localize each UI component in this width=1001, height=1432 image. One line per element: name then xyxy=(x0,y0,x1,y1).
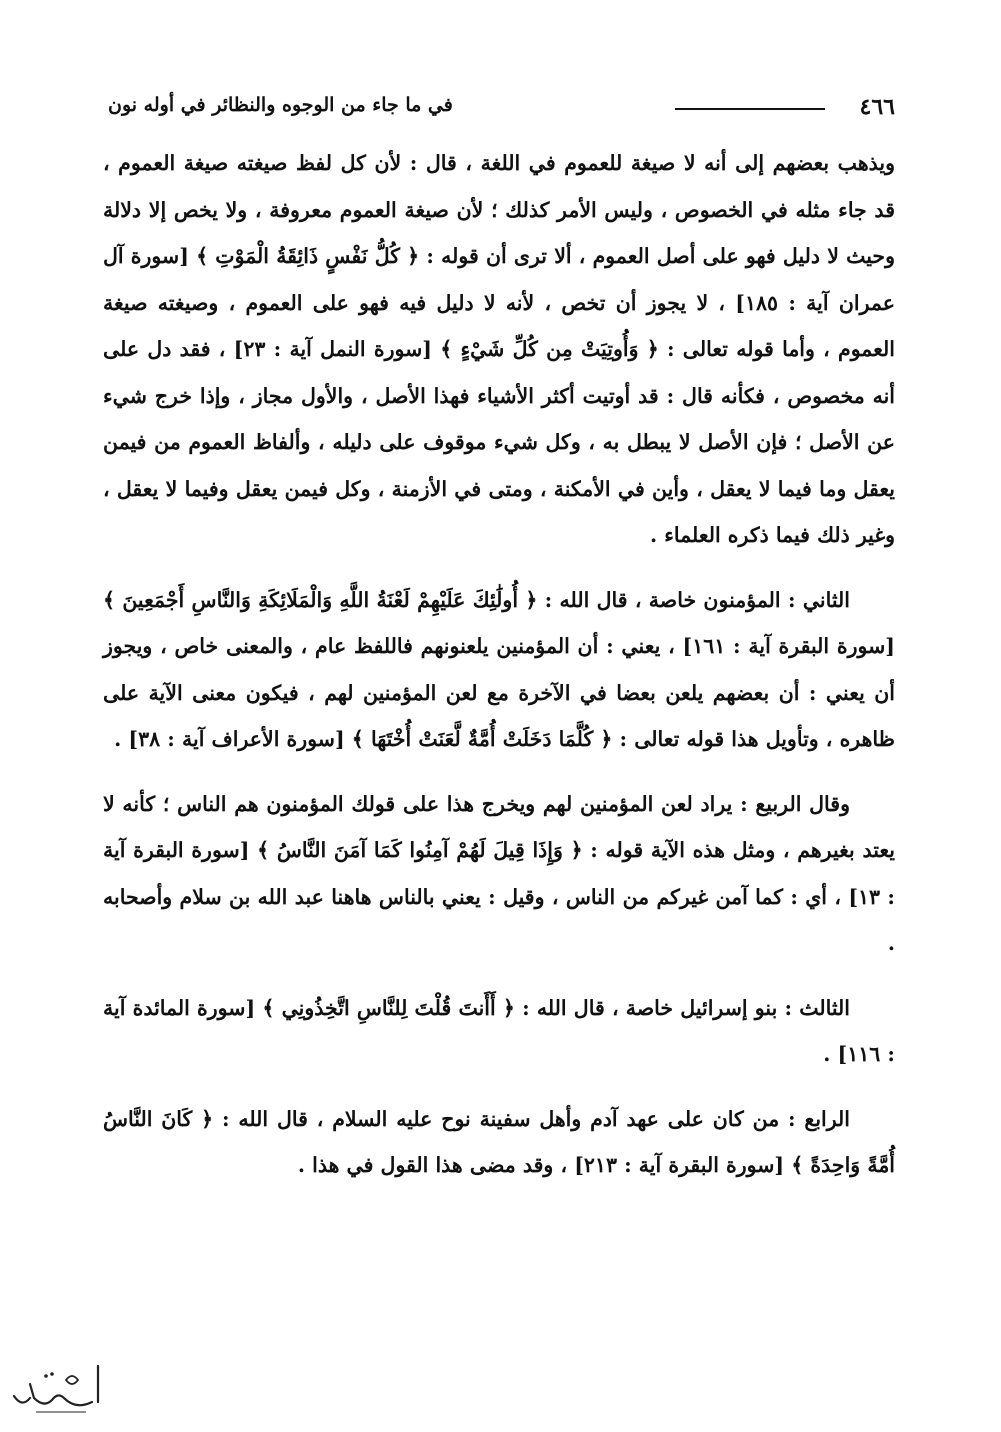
running-title: في ما جاء من الوجوه والنظائر في أوله نون xyxy=(108,94,453,116)
header-rule xyxy=(675,108,825,110)
paragraph-2: الثاني : المؤمنون خاصة ، قال الله : ﴿ أُولَٰئِكَ عَلَيْهِمْ لَعْنَةُ اللَّهِ وَالْمَلَائِكَةِ وَالنَّاسِ أَجْمَعِينَ ﴾ [سورة البقرة آية : ١٦١] ، يعني : أن المؤمنين يلعنونهم فاللفظ عام ، والمعنى خاص ، ويجوز أن يعني : أن بعضهم يلعن بعضا في الآخرة مع لعن المؤمنين لهم ، فيكون معنى الآية على ظاهره ، وتأويل هذا قوله تعالى : ﴿ كُلَّمَا دَخَلَتْ أُمَّةٌ لَّعَنَتْ أُخْتَهَا ﴾ [سورة الأعراف آية : ٣٨] . xyxy=(103,587,896,751)
paragraph-4: الثالث : بنو إسرائيل خاصة ، قال الله : ﴿ أَأَنتَ قُلْتَ لِلنَّاسِ اتَّخِذُونِي ﴾ [سورة المائدة آية : ١١٦] . xyxy=(103,995,895,1066)
body-text xyxy=(103,140,895,1189)
page-number: ٤٦٦ xyxy=(859,94,895,120)
page-header xyxy=(108,92,895,126)
watermark-logo xyxy=(6,1358,106,1420)
paragraph-3: وقال الربيع : يراد لعن المؤمنين لهم ويخرج هذا على قولك المؤمنون هم الناس ؛ كأنه لا يعتد بغيرهم ، ومثل هذه الآية قوله : ﴿ وَإِذَا قِيلَ لَهُمْ آمِنُوا كَمَا آمَنَ النَّاسُ ﴾ [سورة البقرة آية : ١٣] ، أي : كما آمن غيركم من الناس ، وقيل : يعني بالناس هاهنا عبد الله بن سلام وأصحابه . xyxy=(103,791,895,955)
paragraph-1: ويذهب بعضهم إلى أنه لا صيغة للعموم في اللغة ، قال : لأن كل لفظ صيغته صيغة العموم ، قد جاء مثله في الخصوص ، وليس الأمر كذلك ؛ لأن صيغة العموم معروفة ، ولا يخص إلا دلالة وحيث لا دليل فهو على أصل العموم ، ألا ترى أن قوله : ﴿ كُلُّ نَفْسٍ ذَائِقَةُ الْمَوْتِ ﴾ [سورة آل عمران آية : ١٨٥] ، لا يجوز أن تخص ، لأنه لا دليل فيه فهو على العموم ، وصيغته صيغة العموم ، وأما قوله تعالى : ﴿ وَأُوتِيَتْ مِن كُلِّ شَيْءٍ ﴾ [سورة النمل آية : ٢٣] ، فقد دل على أنه مخصوص ، فكأنه قال : قد أوتيت أكثر الأشياء فهذا الأصل ، والأول مجاز ، وإذا خرج شيء عن الأصل ؛ فإن الأصل لا يبطل به ، وكل شيء موقوف على دليله ، وألفاظ العموم من فيمن يعقل وما فيما لا يعقل ، وأين في الأمكنة ، ومتى في الأزمنة ، وكل فيمن يعقل وفيما لا يعقل ، وغير ذلك فيما ذكره العلماء . xyxy=(103,151,896,547)
paragraph-5: الرابع : من كان على عهد آدم وأهل سفينة نوح عليه السلام ، قال الله : ﴿ كَانَ النَّاسُ أُمَّةً وَاحِدَةً ﴾ [سورة البقرة آية : ٢١٣] ، وقد مضى هذا القول في هذا . xyxy=(103,1106,895,1177)
